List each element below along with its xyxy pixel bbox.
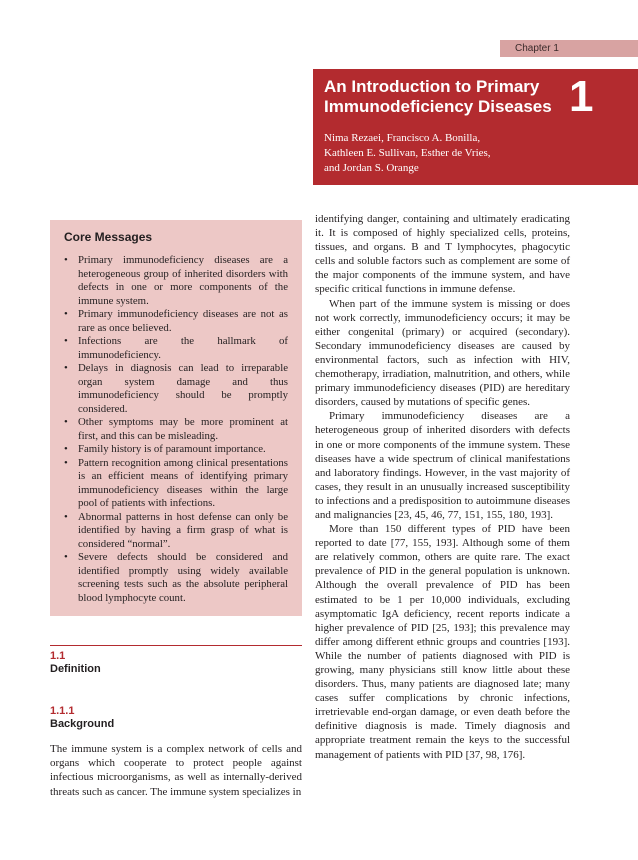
core-message-item: • Other symptoms may be more prominent at first, and this can be misleading.: [64, 416, 288, 443]
body-paragraph: More than 150 different types of PID have been reported to date [77, 155, 193]. Although some of them are relatively common, others are quite rare. The exact prevalence of PID in the general population is unknown. Although the overall prevalence of PID has been estimated to be 1 per 10,000 individuals, excluding asymptomatic IgA deficiency, recent reports indicate a higher prevalence of PID [25, 193]; this prevalence may differ among different ethnic groups and countries [193]. While the number of patients diagnosed with PID is growing, many physicians still know little about these disorders. Thus, many patients are diagnosed late; many cases suffer complications by chronic infections, irretrievable end-organ damage, or even death before the definitive diagnosis is made. Timely diagnosis and appropriate treatment remain the keys to the successful management of patients with PID [37, 98, 176].: [315, 523, 570, 761]
chapter-number: 1: [569, 72, 594, 121]
core-message-item: • Primary immunodeficiency diseases are a heterogeneous group of inherited disorders with defects in one or more components of the immune system.: [64, 254, 288, 308]
body-paragraph: Primary immunodeficiency diseases are a heterogeneous group of inherited disorders with defects in one or more components of the immune system. These diseases have a wide spectrum of clinical manifestations and laboratory findings. However, in the vast majority of cases, they result in an unusually increased susceptibility to infections and a predisposition to autoimmune diseases and malignancies [23, 45, 46, 77, 151, 155, 180, 193].: [315, 410, 570, 521]
authors-line: and Jordan S. Orange: [324, 162, 419, 174]
core-message-item: • Family history is of paramount importance.: [64, 443, 288, 457]
section-rule: [50, 645, 302, 646]
core-message-item: • Primary immunodeficiency diseases are not as rare as once believed.: [64, 308, 288, 335]
core-messages-title: Core Messages: [64, 230, 153, 244]
authors-line: Nima Rezaei, Francisco A. Bonilla,: [324, 132, 481, 144]
section-number: 1.1: [50, 650, 66, 662]
core-message-item: • Pattern recognition among clinical presentations is an efficient means of identifying primary immunodeficiency diseases within the large pool of patients with infections.: [64, 457, 288, 511]
chapter-title-block: [313, 69, 638, 185]
body-paragraph: identifying danger, containing and ultimately eradicating it. It is composed of highly specialized cells, proteins, tissues, and organs. B and T lymphocytes, phagocytic cells and soluble factors such as complement are some of the major components of the immune system, and have specific critical functions in immune defense.: [315, 213, 570, 296]
body-text-right: [315, 212, 570, 762]
chapter-label-tab: [500, 40, 638, 57]
core-messages-box: [50, 220, 302, 616]
chapter-label: Chapter 1: [515, 43, 559, 54]
body-paragraph: When part of the immune system is missing or does not work correctly, immunodeficiency occurs; it may be either congenital (primary) or acquired (secondary). Secondary immunodeficiency diseases are caused by environmental factors, such as infection with HIV, chemotherapy, irradiation, malnutrition, and others, while primary immunodeficiency diseases (PID) are hereditary disorders, caused by mutations of specific genes.: [315, 297, 570, 409]
chapter-authors: [324, 131, 624, 176]
core-message-item: • Abnormal patterns in host defense can only be identified by having a firm grasp of what is considered “normal”.: [64, 511, 288, 552]
authors-line: Kathleen E. Sullivan, Esther de Vries,: [324, 147, 491, 159]
core-message-item: • Infections are the hallmark of immunodeficiency.: [64, 335, 288, 362]
core-message-item: • Severe defects should be considered and identified promptly using widely available screening tests such as the absolute peripheral blood lymphocyte count.: [64, 551, 288, 605]
core-messages-list: [64, 254, 288, 605]
body-text-left: The immune system is a complex network of cells and organs which cooperate to protect people against infectious microorganisms, as well as internally-derived threats such as cancer. The immune system specializes in: [50, 743, 302, 798]
section-title: Definition: [50, 663, 101, 675]
chapter-title: An Introduction to Primary Immunodeficiency Diseases: [324, 77, 552, 116]
subsection-title: Background: [50, 718, 115, 730]
core-message-item: • Delays in diagnosis can lead to irreparable organ system damage and thus immunodeficiency should be promptly considered.: [64, 362, 288, 416]
subsection-number: 1.1.1: [50, 705, 75, 717]
